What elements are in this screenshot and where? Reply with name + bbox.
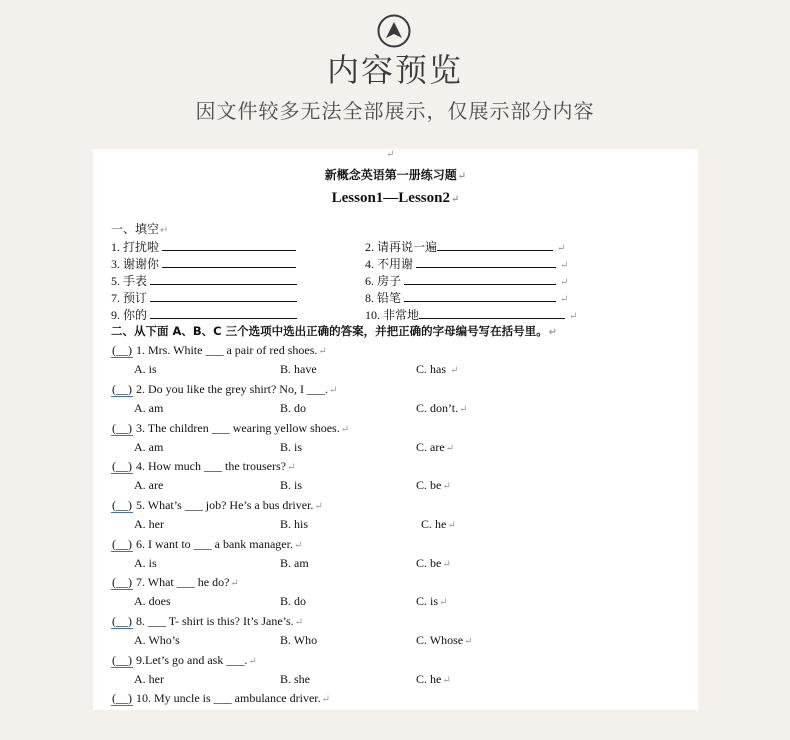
fill-row: 3. 谢谢你 4. 不用谢 ↵: [111, 257, 569, 271]
fill-row: 7. 预订 8. 铅笔 ↵: [111, 291, 569, 305]
up-arrow-circle-icon: [377, 14, 411, 48]
question-row: (__) 9.Let’s go and ask ___.↵: [112, 653, 257, 667]
paragraph-mark: ↵: [386, 149, 395, 160]
question-row: (__) 6. I want to ___ a bank manager.↵: [112, 537, 303, 551]
page-title: 内容预览: [326, 51, 463, 89]
page-subtitle: 因文件较多无法全部展示，仅展示部分内容: [195, 99, 595, 123]
fill-row: 1. 打扰啦 2. 请再说一遍 ↵: [111, 240, 566, 254]
question-row: (__) 2. Do you like the grey shirt? No, I ___.↵: [112, 382, 338, 396]
document-preview: ↵ 新概念英语第一册练习题↵ Lesson1—Lesson2↵ 一、填空↵ 1. 打扰啦 2. 请再说一遍 ↵ 3. 谢谢你 4. 不用谢 ↵ 5. 手表 6. 房子 ↵ 7. 预订 8. 铅笔 ↵ 9. 你的 10. 非常地 ↵ 二、从下面 A、B、C 三个选项中选出正确的答案，并把正确的字母编号写在括号里。↵ (__) 1. Mrs. White ___ a pair of red shoes.↵ A. is B. have C. has ↵ (__) 2. Do you like the grey shirt? No, I ___.↵ A. am B. do C. don’t.↵ (__) 3. The children ___ wearing yellow shoes.↵ A. am B. is C. are↵ (__) 4. How much ___ the trousers?↵ A. are B. is C. be↵ (__) 5. What’s ___ job? He’s a bus driver.↵ A. her B. his C. he↵ (__) 6. I want to ___ a bank manager.↵ A. is B. am C. be↵ (__) 7. What ___ he do?↵ A. does B. do C. is↵ (__) 8. ___ T- shirt is this? It’s Jane’s.↵ A. Who’s B. Who C. Whose↵ (__) 9.Let’s go and ask ___.↵ A. her B. she C. he↵ (__) 10. My uncle is ___ ambulance driver.↵: [93, 149, 698, 710]
section1-heading: 一、填空↵: [111, 222, 169, 236]
document-lesson: Lesson1—Lesson2↵: [331, 190, 460, 206]
section2-heading: 二、从下面 A、B、C 三个选项中选出正确的答案，并把正确的字母编号写在括号里。↵: [111, 324, 557, 338]
fill-row: 5. 手表 6. 房子 ↵: [111, 274, 569, 288]
question-row: (__) 1. Mrs. White ___ a pair of red shoes.↵: [112, 343, 327, 357]
question-row: (__) 10. My uncle is ___ ambulance driver.↵: [112, 691, 331, 705]
fill-row: 9. 你的 10. 非常地 ↵: [111, 308, 578, 322]
document-title: 新概念英语第一册练习题↵: [324, 168, 467, 182]
question-row: (__) 5. What’s ___ job? He’s a bus driver.↵: [112, 498, 323, 512]
question-row: (__) 7. What ___ he do?↵: [112, 575, 239, 589]
question-row: (__) 3. The children ___ wearing yellow shoes.↵: [112, 421, 350, 435]
question-row: (__) 8. ___ T- shirt is this? It’s Jane’s.↵: [112, 614, 304, 628]
question-row: (__) 4. How much ___ the trousers?↵: [112, 459, 296, 473]
